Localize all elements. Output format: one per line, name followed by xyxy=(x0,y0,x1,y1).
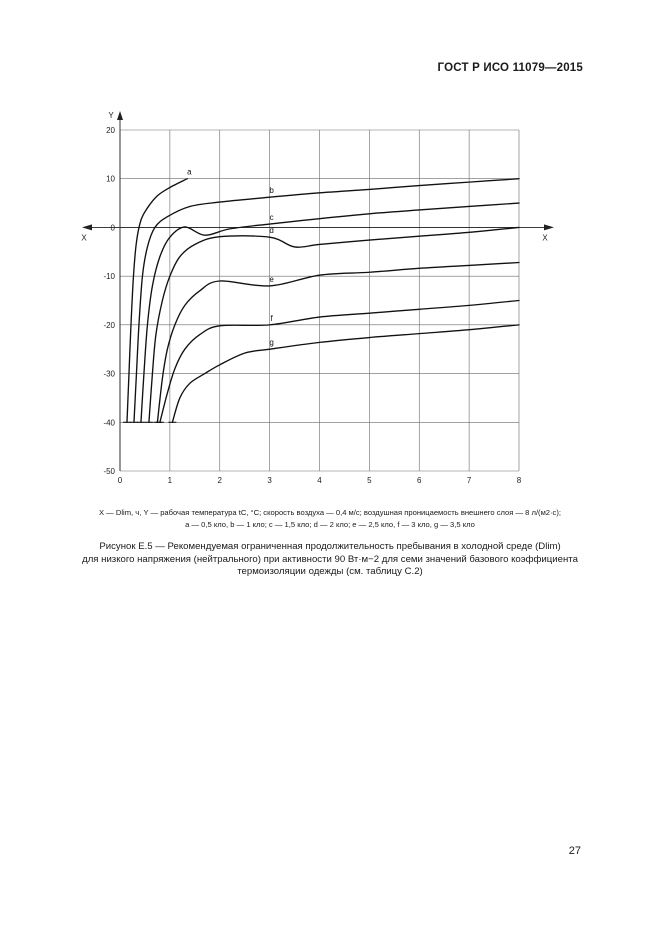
y-tick-label-5: -30 xyxy=(103,369,115,379)
page-number: 27 xyxy=(568,845,581,857)
x-axis-arrow-left xyxy=(82,224,92,230)
series-line-b xyxy=(134,179,519,423)
y-tick-label-1: 10 xyxy=(106,174,115,184)
series-line-f xyxy=(160,301,519,423)
legend-line-axes: X — Dlim, ч, Y — рабочая температура tC, °С; скорость воздуха — 0,4 м/с; воздушная проницаемость внешнего слоя — 8 л/(м2·с); xyxy=(99,508,561,517)
series-label-f: f xyxy=(270,313,273,323)
cold-exposure-chart xyxy=(0,95,661,495)
x-axis-arrow-right xyxy=(544,224,554,230)
x-tick-label-1: 1 xyxy=(167,476,173,485)
legend-line-series: a — 0,5 кло, b — 1 кло; c — 1,5 кло; d — 2 кло; e — 2,5 кло, f — 3 кло, g — 3,5 кло xyxy=(185,520,475,529)
x-tick-label-6: 6 xyxy=(417,476,422,485)
y-tick-label-7: -50 xyxy=(103,467,115,476)
series-line-e xyxy=(157,263,519,423)
chart-container xyxy=(0,95,661,495)
chart-legend-text xyxy=(40,507,620,531)
series-label-d: d xyxy=(269,226,274,236)
y-axis-arrow xyxy=(117,111,123,120)
y-tick-label-4: -20 xyxy=(103,320,115,330)
series-line-c xyxy=(141,203,519,422)
y-tick-label-6: -40 xyxy=(103,418,115,428)
y-axis-label: Y xyxy=(108,111,114,120)
caption-line-2: для низкого напряжения (нейтрального) при активности 90 Вт·м−2 для семи значений базового коэффициента xyxy=(82,553,578,565)
x-tick-label-3: 3 xyxy=(267,476,272,485)
grid xyxy=(120,130,519,471)
series-label-c: c xyxy=(269,213,274,223)
x-tick-label-7: 7 xyxy=(466,476,472,485)
y-tick-label-2: 0 xyxy=(110,223,115,233)
x-tick-label-8: 8 xyxy=(516,476,522,485)
x-axis-label-right: X xyxy=(542,233,548,243)
series-label-g: g xyxy=(269,338,274,348)
series-labels xyxy=(187,168,274,348)
y-tick-label-0: 20 xyxy=(106,126,115,135)
series-label-b: b xyxy=(269,186,274,196)
series-lines xyxy=(123,179,519,423)
x-tick-label-4: 4 xyxy=(317,476,322,485)
series-label-a: a xyxy=(187,167,192,177)
x-axis-label-left: X xyxy=(81,233,87,243)
tick-labels xyxy=(103,126,521,485)
x-tick-label-5: 5 xyxy=(367,476,372,485)
standard-code: ГОСТ Р ИСО 11079—2015 xyxy=(437,62,583,74)
caption-line-1: Рисунок Е.5 — Рекомендуемая ограниченная продолжительность пребывания в холодной среде (Dlim) xyxy=(99,541,561,552)
figure-caption xyxy=(40,541,620,579)
y-tick-label-3: -10 xyxy=(103,272,115,282)
series-label-e: e xyxy=(269,274,274,284)
x-tick-label-0: 0 xyxy=(117,476,123,485)
x-tick-label-2: 2 xyxy=(217,476,222,485)
caption-line-3: термоизоляции одежды (см. таблицу С.2) xyxy=(237,566,423,577)
